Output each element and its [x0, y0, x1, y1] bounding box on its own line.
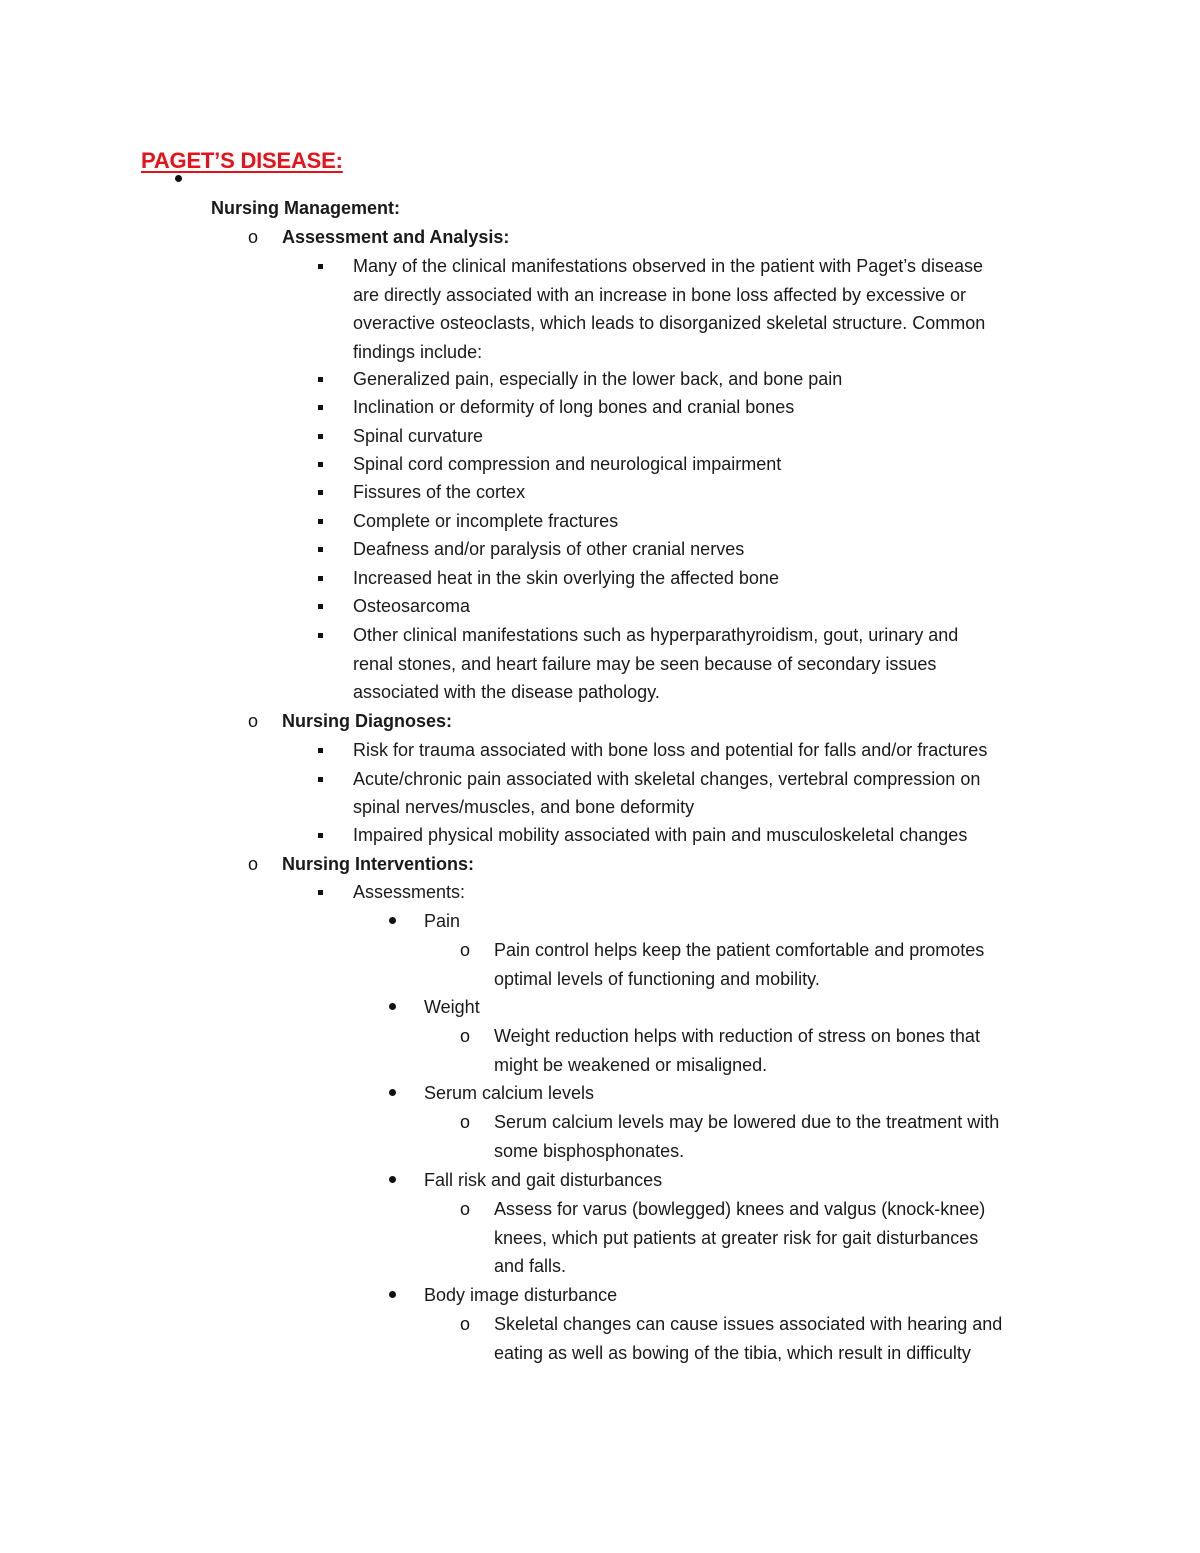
- square-bullet-icon: [318, 434, 323, 439]
- paragraph-line: associated with the disease pathology.: [353, 682, 660, 702]
- circle-bullet-icon: o: [460, 1199, 471, 1219]
- list-item: Skeletal changes can cause issues associated with hearing and: [494, 1314, 1003, 1334]
- list-item: Pain control helps keep the patient comfortable and promotes: [494, 940, 985, 960]
- paragraph-line: overactive osteoclasts, which leads to disorganized skeletal structure. Common: [353, 313, 986, 333]
- list-item-continued: might be weakened or misaligned.: [494, 1055, 768, 1075]
- square-bullet-icon: [318, 547, 323, 552]
- list-item: Impaired physical mobility associated with pain and musculoskeletal changes: [353, 825, 968, 845]
- list-item-continued: spinal nerves/muscles, and bone deformity: [353, 797, 695, 817]
- paragraph-line: Many of the clinical manifestations observed in the patient with Paget’s disease: [353, 256, 984, 276]
- list-item: Weight: [424, 997, 480, 1017]
- list-item: Assessments:: [353, 882, 466, 902]
- bullet-icon: [175, 175, 182, 182]
- bullet-icon: [389, 1291, 396, 1298]
- list-item: Risk for trauma associated with bone loss and potential for falls and/or fractures: [353, 740, 988, 760]
- circle-bullet-icon: o: [248, 711, 259, 731]
- list-item: Weight reduction helps with reduction of stress on bones that: [494, 1026, 980, 1046]
- list-item: Fall risk and gait disturbances: [424, 1170, 663, 1190]
- square-bullet-icon: [318, 264, 323, 269]
- square-bullet-icon: [318, 576, 323, 581]
- square-bullet-icon: [318, 890, 323, 895]
- list-item: Serum calcium levels may be lowered due to the treatment with: [494, 1112, 1000, 1132]
- subsection-heading: Nursing Interventions:: [282, 854, 475, 874]
- list-item: Inclination or deformity of long bones and cranial bones: [353, 397, 795, 417]
- list-item: Spinal cord compression and neurological impairment: [353, 454, 782, 474]
- list-item: Spinal curvature: [353, 426, 484, 446]
- list-item: Serum calcium levels: [424, 1083, 595, 1103]
- list-item: Pain: [424, 911, 461, 931]
- bullet-icon: [389, 1089, 396, 1096]
- list-item: Generalized pain, especially in the lower back, and bone pain: [353, 369, 843, 389]
- list-item: Fissures of the cortex: [353, 482, 526, 502]
- circle-bullet-icon: o: [460, 1112, 471, 1132]
- circle-bullet-icon: o: [460, 1314, 471, 1334]
- list-item-continued: eating as well as bowing of the tibia, which result in difficulty: [494, 1343, 971, 1363]
- square-bullet-icon: [318, 748, 323, 753]
- square-bullet-icon: [318, 777, 323, 782]
- square-bullet-icon: [318, 833, 323, 838]
- section-heading: Nursing Management:: [211, 198, 401, 218]
- circle-bullet-icon: o: [248, 854, 259, 874]
- list-item-continued: knees, which put patients at greater risk for gait disturbances: [494, 1228, 979, 1248]
- square-bullet-icon: [318, 490, 323, 495]
- bullet-icon: [389, 1176, 396, 1183]
- list-item: Assess for varus (bowlegged) knees and valgus (knock-knee): [494, 1199, 986, 1219]
- list-item: Increased heat in the skin overlying the affected bone: [353, 568, 779, 588]
- list-item: Acute/chronic pain associated with skeletal changes, vertebral compression on: [353, 769, 981, 789]
- bullet-icon: [389, 1003, 396, 1010]
- subsection-heading: Assessment and Analysis:: [282, 227, 510, 247]
- paragraph-line: are directly associated with an increase in bone loss affected by excessive or: [353, 285, 966, 305]
- bullet-icon: [389, 917, 396, 924]
- list-item-continued: some bisphosphonates.: [494, 1141, 685, 1161]
- list-item-continued: and falls.: [494, 1256, 567, 1276]
- page-title: PAGET’S DISEASE:: [141, 148, 343, 173]
- list-item: Complete or incomplete fractures: [353, 511, 619, 531]
- square-bullet-icon: [318, 604, 323, 609]
- circle-bullet-icon: o: [248, 227, 259, 247]
- circle-bullet-icon: o: [460, 1026, 471, 1046]
- list-item-continued: optimal levels of functioning and mobility.: [494, 969, 820, 989]
- list-item: Deafness and/or paralysis of other cranial nerves: [353, 539, 745, 559]
- list-item: Body image disturbance: [424, 1285, 618, 1305]
- paragraph-line: Other clinical manifestations such as hyperparathyroidism, gout, urinary and: [353, 625, 959, 645]
- paragraph-line: findings include:: [353, 342, 483, 362]
- list-item: Osteosarcoma: [353, 596, 471, 616]
- square-bullet-icon: [318, 377, 323, 382]
- subsection-heading: Nursing Diagnoses:: [282, 711, 453, 731]
- circle-bullet-icon: o: [460, 940, 471, 960]
- paragraph-line: renal stones, and heart failure may be seen because of secondary issues: [353, 654, 937, 674]
- square-bullet-icon: [318, 405, 323, 410]
- square-bullet-icon: [318, 462, 323, 467]
- square-bullet-icon: [318, 519, 323, 524]
- square-bullet-icon: [318, 633, 323, 638]
